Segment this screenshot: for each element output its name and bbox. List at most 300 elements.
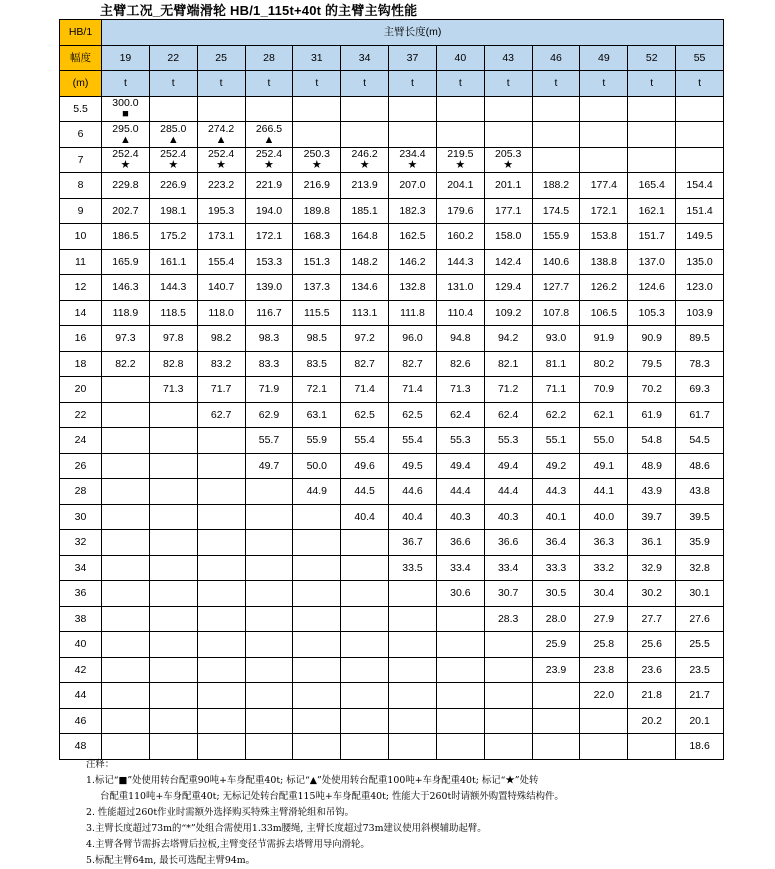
capacity-value: 40.3: [450, 510, 471, 523]
capacity-cell: [389, 326, 437, 352]
capacity-value: 153.8: [590, 230, 617, 243]
capacity-cell: [149, 275, 197, 301]
capacity-cell: [532, 351, 580, 377]
capacity-cell: [102, 402, 150, 428]
capacity-value: 177.4: [590, 179, 617, 192]
capacity-value: 79.5: [641, 357, 662, 370]
capacity-cell: [580, 479, 628, 505]
capacity-value: 155.4: [207, 255, 235, 268]
capacity-cell: [102, 581, 150, 607]
capacity-value: 62.4: [450, 408, 471, 421]
capacity-value: 71.4: [354, 383, 375, 396]
capacity-value: 158.0: [495, 230, 522, 243]
boom-length-52: 52: [628, 45, 676, 71]
page-title: 主臂工况_无臂端滑轮 HB/1_115t+40t 的主臂主钩性能: [100, 3, 418, 18]
boom-length-43: 43: [484, 45, 532, 71]
capacity-value: 140.6: [542, 255, 570, 268]
capacity-cell: [628, 453, 676, 479]
capacity-cell: [628, 173, 676, 199]
capacity-cell: [245, 581, 293, 607]
capacity-value: 173.1: [207, 230, 235, 243]
capacity-value: 83.2: [210, 357, 232, 370]
boom-length-55: 55: [676, 45, 724, 71]
radius-cell: 48: [60, 734, 102, 760]
capacity-value: 63.1: [306, 408, 328, 421]
capacity-value: 80.2: [593, 357, 615, 370]
capacity-value: 137.3: [303, 281, 330, 294]
capacity-cell: [197, 581, 245, 607]
capacity-cell: [293, 147, 341, 173]
capacity-cell: [293, 275, 341, 301]
capacity-value: 153.3: [255, 255, 283, 268]
radius-cell: 26: [60, 453, 102, 479]
capacity-cell: [102, 555, 150, 581]
capacity-cell: [293, 173, 341, 199]
capacity-value: 27.6: [689, 612, 710, 625]
capacity-cell: [484, 122, 532, 148]
capacity-cell: [102, 96, 150, 122]
capacity-value: 149.5: [686, 230, 713, 243]
radius-unit: (m): [60, 71, 102, 97]
capacity-cell: [293, 351, 341, 377]
capacity-cell: [580, 606, 628, 632]
table-row: [60, 504, 724, 530]
radius-cell: 9: [60, 198, 102, 224]
note-5: 5.标配主臂64m, 最长可选配主臂94m。: [86, 855, 256, 866]
capacity-cell: [676, 708, 724, 734]
radius-cell: 7: [60, 147, 102, 173]
capacity-cell: [149, 581, 197, 607]
capacity-cell: [532, 402, 580, 428]
capacity-cell: [628, 606, 676, 632]
capacity-value: 82.1: [497, 357, 519, 370]
capacity-value: 62.7: [210, 408, 232, 421]
capacity-cell: [102, 708, 150, 734]
radius-cell: 30: [60, 504, 102, 530]
capacity-cell: [580, 453, 628, 479]
capacity-cell: [197, 147, 245, 173]
boom-length-49: 49: [580, 45, 628, 71]
capacity-value: 20.1: [689, 714, 710, 727]
capacity-cell: [102, 326, 150, 352]
capacity-value: 32.9: [641, 561, 662, 574]
header-row-2: [60, 45, 724, 71]
table-row: [60, 275, 724, 301]
capacity-value: 127.7: [542, 281, 570, 294]
capacity-cell: [245, 122, 293, 148]
capacity-cell: [341, 198, 389, 224]
capacity-cell: [341, 249, 389, 275]
capacity-value: 175.2: [160, 230, 187, 243]
capacity-cell: [436, 606, 484, 632]
capacity-cell: [628, 657, 676, 683]
capacity-cell: [102, 428, 150, 454]
capacity-cell: [293, 249, 341, 275]
capacity-value: 221.9: [255, 179, 283, 192]
capacity-value: 135.0: [686, 255, 713, 268]
load-chart-table: [59, 19, 724, 760]
capacity-value: 30.4: [593, 587, 615, 600]
capacity-cell: [197, 122, 245, 148]
capacity-cell: [197, 479, 245, 505]
capacity-value: 295.0: [112, 122, 139, 135]
table-row: [60, 683, 724, 709]
capacity-cell: [245, 530, 293, 556]
radius-cell: 6: [60, 122, 102, 148]
capacity-cell: [532, 479, 580, 505]
capacity-cell: [436, 555, 484, 581]
capacity-cell: [149, 708, 197, 734]
capacity-value: 98.5: [306, 332, 328, 345]
capacity-value: 28.0: [545, 612, 567, 625]
radius-cell: 46: [60, 708, 102, 734]
capacity-cell: [341, 453, 389, 479]
capacity-cell: [532, 683, 580, 709]
table-row: [60, 708, 724, 734]
capacity-cell: [102, 683, 150, 709]
capacity-cell: [532, 581, 580, 607]
capacity-cell: [341, 479, 389, 505]
capacity-cell: [341, 300, 389, 326]
capacity-value: 27.9: [593, 612, 615, 625]
capacity-cell: [197, 96, 245, 122]
capacity-value: 44.4: [450, 485, 471, 498]
unit-cell: t: [245, 71, 293, 97]
counterweight-marker: ★: [216, 159, 227, 172]
capacity-cell: [389, 555, 437, 581]
capacity-cell: [341, 530, 389, 556]
capacity-value: 20.2: [641, 714, 662, 727]
capacity-value: 44.9: [306, 485, 328, 498]
capacity-value: 97.3: [115, 332, 136, 345]
capacity-cell: [484, 581, 532, 607]
unit-cell: t: [676, 71, 724, 97]
counterweight-marker: ★: [407, 159, 418, 172]
capacity-cell: [532, 224, 580, 250]
table-row: [60, 198, 724, 224]
table-row: [60, 96, 724, 122]
capacity-cell: [580, 428, 628, 454]
capacity-value: 28.3: [497, 612, 519, 625]
capacity-cell: [436, 96, 484, 122]
note-2: 2. 性能超过260t作业时需额外选择购买特殊主臂滑轮组和吊钩。: [86, 807, 354, 818]
counterweight-marker: ★: [120, 159, 131, 172]
capacity-value: 21.7: [689, 689, 710, 702]
table-row: [60, 657, 724, 683]
capacity-cell: [628, 683, 676, 709]
capacity-cell: [436, 300, 484, 326]
capacity-cell: [484, 708, 532, 734]
capacity-value: 23.8: [593, 663, 615, 676]
capacity-cell: [102, 249, 150, 275]
unit-cell: t: [389, 71, 437, 97]
capacity-cell: [149, 326, 197, 352]
capacity-cell: [628, 147, 676, 173]
capacity-cell: [245, 708, 293, 734]
capacity-value: 204.1: [447, 179, 474, 192]
radius-cell: 11: [60, 249, 102, 275]
capacity-cell: [102, 122, 150, 148]
capacity-value: 43.8: [689, 485, 710, 498]
capacity-cell: [628, 300, 676, 326]
boom-length-label: 主臂长度(m): [102, 20, 724, 46]
capacity-cell: [628, 555, 676, 581]
capacity-value: 205.3: [495, 148, 522, 161]
capacity-value: 55.0: [593, 434, 615, 447]
capacity-cell: [341, 351, 389, 377]
capacity-value: 39.5: [689, 510, 710, 523]
capacity-cell: [484, 351, 532, 377]
capacity-cell: [149, 453, 197, 479]
capacity-cell: [484, 606, 532, 632]
table-row: [60, 147, 724, 173]
capacity-value: 252.4: [160, 148, 187, 161]
capacity-value: 30.7: [497, 587, 519, 600]
radius-cell: 28: [60, 479, 102, 505]
capacity-value: 71.2: [497, 383, 519, 396]
capacity-cell: [484, 147, 532, 173]
capacity-cell: [484, 96, 532, 122]
capacity-value: 27.7: [641, 612, 662, 625]
capacity-cell: [197, 428, 245, 454]
capacity-value: 179.6: [447, 204, 474, 217]
capacity-value: 55.4: [402, 434, 423, 447]
capacity-cell: [628, 326, 676, 352]
capacity-cell: [676, 453, 724, 479]
capacity-cell: [245, 657, 293, 683]
capacity-value: 94.8: [450, 332, 471, 345]
capacity-cell: [436, 734, 484, 760]
capacity-value: 71.9: [258, 383, 280, 396]
capacity-cell: [676, 530, 724, 556]
boom-length-31: 31: [293, 45, 341, 71]
capacity-value: 172.1: [590, 204, 617, 217]
capacity-cell: [389, 479, 437, 505]
capacity-value: 49.1: [593, 459, 615, 472]
capacity-value: 25.8: [593, 638, 615, 651]
capacity-cell: [245, 479, 293, 505]
capacity-value: 39.7: [641, 510, 662, 523]
capacity-cell: [389, 122, 437, 148]
capacity-value: 33.4: [497, 561, 519, 574]
capacity-cell: [149, 300, 197, 326]
capacity-cell: [197, 632, 245, 658]
capacity-cell: [484, 479, 532, 505]
capacity-value: 161.1: [160, 255, 187, 268]
capacity-value: 33.3: [545, 561, 567, 574]
boom-length-25: 25: [197, 45, 245, 71]
capacity-value: 165.4: [638, 179, 665, 192]
capacity-value: 174.5: [542, 204, 570, 217]
capacity-cell: [436, 632, 484, 658]
capacity-cell: [532, 300, 580, 326]
unit-cell: t: [293, 71, 341, 97]
capacity-value: 48.6: [689, 459, 710, 472]
capacity-value: 18.6: [689, 740, 710, 753]
capacity-cell: [293, 479, 341, 505]
capacity-value: 151.7: [638, 230, 665, 243]
radius-cell: 32: [60, 530, 102, 556]
capacity-cell: [389, 708, 437, 734]
capacity-value: 55.3: [450, 434, 471, 447]
capacity-cell: [389, 224, 437, 250]
table-row: [60, 428, 724, 454]
capacity-value: 162.5: [399, 230, 426, 243]
capacity-cell: [676, 504, 724, 530]
capacity-cell: [389, 300, 437, 326]
capacity-cell: [245, 96, 293, 122]
radius-cell: 12: [60, 275, 102, 301]
capacity-value: 151.3: [303, 255, 330, 268]
capacity-value: 129.4: [495, 281, 522, 294]
capacity-cell: [293, 708, 341, 734]
capacity-cell: [149, 351, 197, 377]
table-row: [60, 734, 724, 760]
capacity-value: 21.8: [641, 689, 662, 702]
capacity-cell: [389, 581, 437, 607]
capacity-cell: [628, 479, 676, 505]
capacity-cell: [580, 657, 628, 683]
radius-cell: 5.5: [60, 96, 102, 122]
capacity-cell: [436, 581, 484, 607]
radius-cell: 22: [60, 402, 102, 428]
unit-cell: t: [197, 71, 245, 97]
capacity-value: 111.8: [400, 306, 425, 319]
capacity-value: 98.2: [210, 332, 232, 345]
capacity-cell: [628, 402, 676, 428]
capacity-cell: [484, 734, 532, 760]
capacity-value: 83.3: [258, 357, 280, 370]
capacity-value: 146.2: [399, 255, 426, 268]
capacity-cell: [580, 632, 628, 658]
capacity-value: 35.9: [689, 536, 710, 549]
capacity-cell: [436, 326, 484, 352]
capacity-cell: [389, 96, 437, 122]
capacity-value: 252.4: [112, 148, 139, 161]
capacity-cell: [245, 504, 293, 530]
capacity-cell: [389, 453, 437, 479]
capacity-cell: [293, 122, 341, 148]
capacity-cell: [293, 96, 341, 122]
capacity-value: 25.9: [545, 638, 567, 651]
capacity-cell: [580, 530, 628, 556]
capacity-cell: [341, 122, 389, 148]
counterweight-marker: ▲: [215, 133, 227, 146]
capacity-cell: [436, 275, 484, 301]
capacity-cell: [149, 147, 197, 173]
capacity-cell: [389, 351, 437, 377]
capacity-cell: [197, 402, 245, 428]
capacity-cell: [293, 734, 341, 760]
capacity-cell: [580, 122, 628, 148]
capacity-cell: [676, 300, 724, 326]
capacity-cell: [197, 326, 245, 352]
capacity-cell: [341, 147, 389, 173]
capacity-cell: [245, 173, 293, 199]
capacity-cell: [197, 555, 245, 581]
capacity-value: 285.0: [160, 122, 187, 135]
capacity-cell: [580, 326, 628, 352]
capacity-cell: [436, 224, 484, 250]
capacity-cell: [149, 504, 197, 530]
capacity-cell: [389, 428, 437, 454]
unit-cell: t: [341, 71, 389, 97]
capacity-cell: [149, 224, 197, 250]
capacity-value: 71.4: [402, 383, 423, 396]
notes-heading: 注释：: [86, 759, 115, 770]
capacity-value: 195.3: [207, 204, 235, 217]
capacity-cell: [341, 96, 389, 122]
capacity-cell: [676, 606, 724, 632]
capacity-value: 198.1: [160, 204, 187, 217]
capacity-value: 165.9: [112, 255, 139, 268]
capacity-value: 62.2: [545, 408, 567, 421]
capacity-cell: [102, 300, 150, 326]
capacity-value: 131.0: [447, 281, 474, 294]
capacity-value: 219.5: [447, 148, 474, 161]
capacity-cell: [676, 326, 724, 352]
capacity-cell: [676, 581, 724, 607]
note-1a: 1.标记“■”处使用转台配重90吨+车身配重40t; 标记“▲”处使用转台配重100吨+车身配重40t; 标记“★”处转: [86, 775, 539, 786]
capacity-cell: [245, 555, 293, 581]
capacity-value: 300.0: [112, 97, 139, 110]
capacity-cell: [676, 96, 724, 122]
capacity-value: 62.4: [497, 408, 519, 421]
capacity-cell: [197, 708, 245, 734]
capacity-value: 30.2: [641, 587, 662, 600]
capacity-cell: [245, 377, 293, 403]
capacity-value: 36.4: [545, 536, 567, 549]
capacity-cell: [532, 657, 580, 683]
capacity-cell: [580, 683, 628, 709]
capacity-cell: [484, 402, 532, 428]
capacity-cell: [532, 606, 580, 632]
capacity-value: 113.1: [351, 306, 378, 319]
capacity-cell: [149, 606, 197, 632]
capacity-cell: [102, 224, 150, 250]
capacity-value: 226.9: [160, 179, 187, 192]
capacity-value: 55.4: [354, 434, 375, 447]
capacity-cell: [676, 555, 724, 581]
capacity-cell: [102, 530, 150, 556]
capacity-value: 44.3: [545, 485, 567, 498]
capacity-cell: [197, 173, 245, 199]
capacity-cell: [580, 708, 628, 734]
capacity-cell: [293, 657, 341, 683]
capacity-value: 40.0: [593, 510, 615, 523]
table-row: [60, 300, 724, 326]
capacity-cell: [102, 147, 150, 173]
capacity-value: 138.8: [590, 255, 617, 268]
capacity-cell: [436, 683, 484, 709]
capacity-cell: [484, 173, 532, 199]
capacity-value: 49.2: [545, 459, 567, 472]
unit-cell: t: [484, 71, 532, 97]
capacity-cell: [245, 632, 293, 658]
table-row: [60, 530, 724, 556]
capacity-cell: [149, 198, 197, 224]
capacity-value: 202.7: [112, 204, 139, 217]
unit-cell: t: [532, 71, 580, 97]
capacity-cell: [341, 606, 389, 632]
capacity-cell: [389, 657, 437, 683]
capacity-value: 246.2: [351, 148, 378, 161]
capacity-value: 71.7: [210, 383, 232, 396]
capacity-cell: [676, 734, 724, 760]
capacity-cell: [532, 198, 580, 224]
capacity-cell: [389, 734, 437, 760]
capacity-cell: [532, 377, 580, 403]
